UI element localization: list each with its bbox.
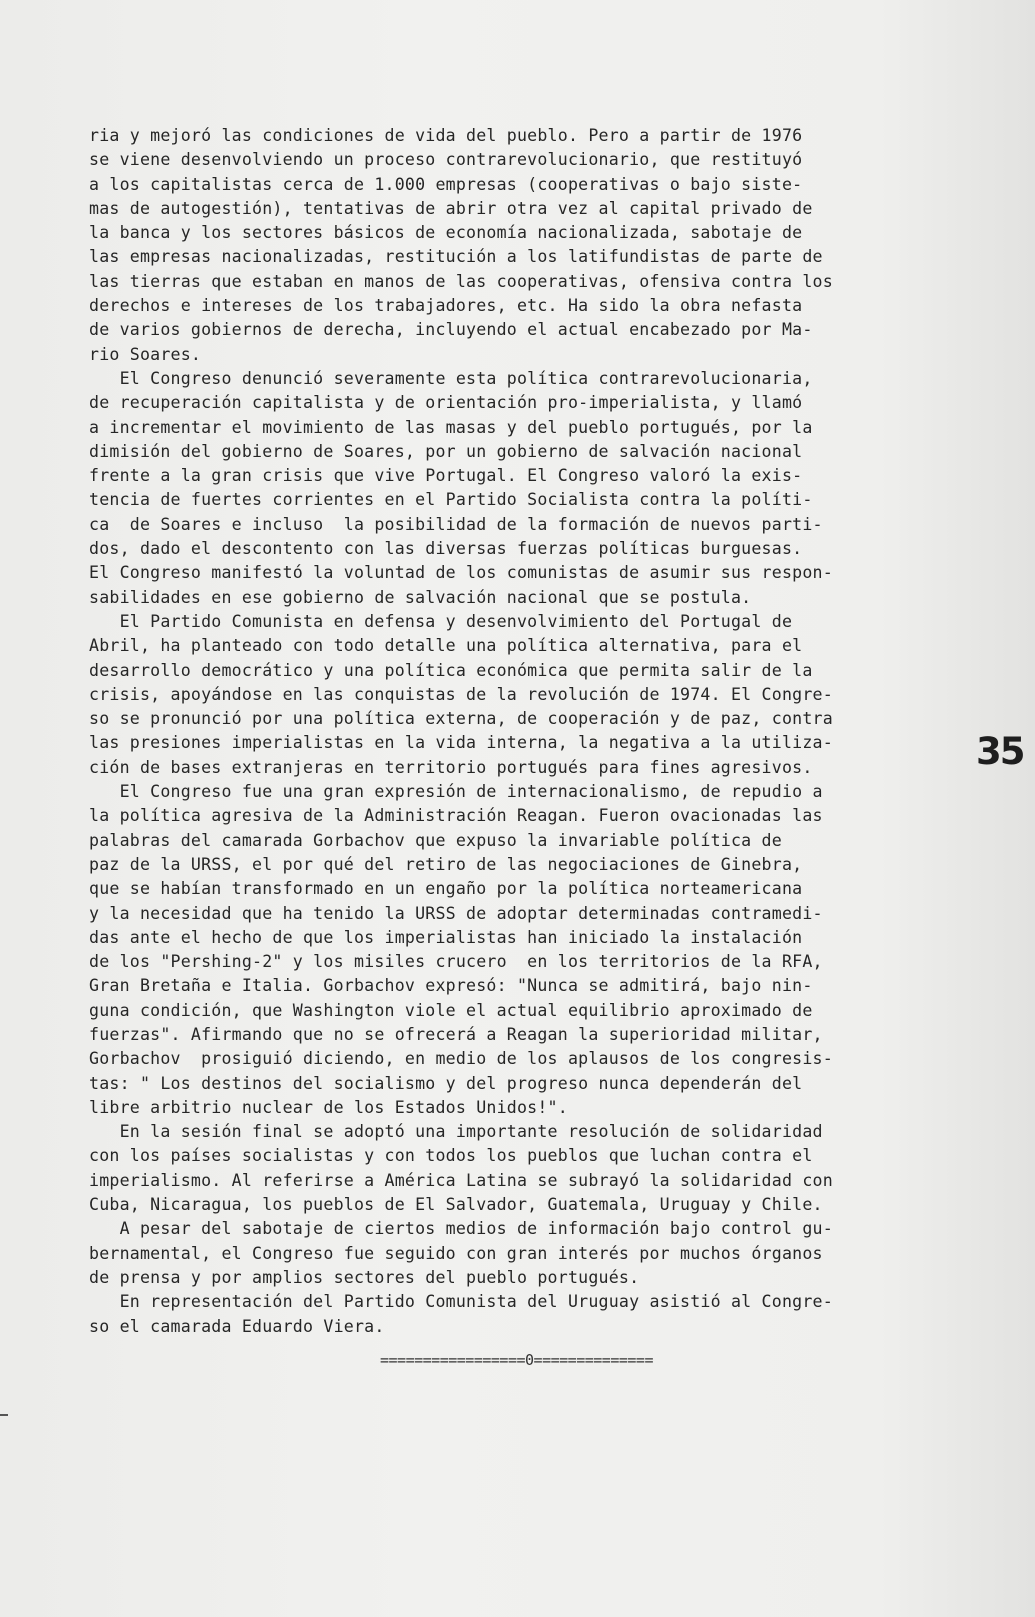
text-line: so el camarada Eduardo Viera. <box>89 1316 385 1336</box>
text-line: ca de Soares e incluso la posibilidad de la formación de nuevos parti- <box>89 514 823 534</box>
text-line: Cuba, Nicaragua, los pueblos de El Salvador, Guatemala, Uruguay y Chile. <box>89 1195 823 1215</box>
text-line: crisis, apoyándose en las conquistas de la revolución de 1974. El Congre- <box>89 684 833 704</box>
section-separator: =================0============== <box>380 1351 653 1369</box>
text-line: la política agresiva de la Administración Reagan. Fueron ovacionadas las <box>89 806 823 826</box>
text-line: guna condición, que Washington viole el actual equilibrio aproximado de <box>89 1000 813 1020</box>
text-line: libre arbitrio nuclear de los Estados Unidos!". <box>89 1097 568 1117</box>
text-line: ción de bases extranjeras en territorio portugués para fines agresivos. <box>89 757 813 777</box>
text-line: a los capitalistas cerca de 1.000 empresas (cooperativas o bajo siste- <box>89 174 803 194</box>
text-line: la banca y los sectores básicos de economía nacionalizada, sabotaje de <box>89 223 803 243</box>
text-line: se viene desenvolviendo un proceso contrarevolucionario, que restituyó <box>89 150 803 170</box>
text-line: ria y mejoró las condiciones de vida del pueblo. Pero a partir de 1976 <box>89 126 803 145</box>
text-line: de varios gobiernos de derecha, incluyendo el actual encabezado por Ma- <box>89 320 813 340</box>
text-line: sabilidades en ese gobierno de salvación nacional que se postula. <box>89 587 752 607</box>
text-line: dimisión del gobierno de Soares, por un gobierno de salvación nacional <box>89 441 803 461</box>
text-line: bernamental, el Congreso fue seguido con gran interés por muchos órganos <box>89 1243 823 1263</box>
text-line: paz de la URSS, el por qué del retiro de las negociaciones de Ginebra, <box>89 854 803 874</box>
text-line: las empresas nacionalizadas, restitución a los latifundistas de parte de <box>89 247 823 267</box>
text-line: de prensa y por amplios sectores del pueblo portugués. <box>89 1267 640 1287</box>
text-line: palabras del camarada Gorbachov que expuso la invariable política de <box>89 830 782 850</box>
margin-tick-mark <box>0 1414 8 1416</box>
text-line: de los "Pershing-2" y los misiles crucero en los territorios de la RFA, <box>89 952 823 972</box>
text-line: las presiones imperialistas en la vida interna, la negativa a la utiliza- <box>89 733 833 753</box>
text-line: El Congreso manifestó la voluntad de los comunistas de asumir sus respon- <box>89 563 833 583</box>
text-line: A pesar del sabotaje de ciertos medios de información bajo control gu- <box>89 1219 833 1239</box>
text-line: desarrollo democrático y una política económica que permita salir de la <box>89 660 813 680</box>
text-line: El Congreso fue una gran expresión de internacionalismo, de repudio a <box>89 782 823 802</box>
text-line: que se habían transformado en un engaño por la política norteamericana <box>89 879 803 899</box>
text-line: Abril, ha planteado con todo detalle una política alternativa, para el <box>89 636 803 656</box>
text-line: mas de autogestión), tentativas de abrir otra vez al capital privado de <box>89 198 813 218</box>
text-line: frente a la gran crisis que vive Portugal. El Congreso valoró la exis- <box>89 466 803 486</box>
text-line: En la sesión final se adoptó una importante resolución de solidaridad <box>89 1122 823 1142</box>
text-line: dos, dado el descontento con las diversas fuerzas políticas burguesas. <box>89 539 803 559</box>
text-line: Gorbachov prosiguió diciendo, en medio de los aplausos de los congresis- <box>89 1049 833 1069</box>
article-body <box>89 124 969 1339</box>
text-line: con los países socialistas y con todos los pueblos que luchan contra el <box>89 1146 813 1166</box>
text-line: y la necesidad que ha tenido la URSS de adoptar determinadas contramedi- <box>89 903 823 923</box>
text-line: das ante el hecho de que los imperialistas han iniciado la instalación <box>89 927 803 947</box>
text-line: las tierras que estaban en manos de las cooperativas, ofensiva contra los <box>89 271 833 291</box>
text-line: tencia de fuertes corrientes en el Partido Socialista contra la políti- <box>89 490 813 510</box>
text-line: En representación del Partido Comunista del Uruguay asistió al Congre- <box>89 1292 833 1312</box>
text-line: imperialismo. Al referirse a América Latina se subrayó la solidaridad con <box>89 1170 833 1190</box>
text-line: de recuperación capitalista y de orientación pro-imperialista, y llamó <box>89 393 803 413</box>
text-line: so se pronunció por una política externa, de cooperación y de paz, contra <box>89 709 833 729</box>
text-line: fuerzas". Afirmando que no se ofrecerá a Reagan la superioridad militar, <box>89 1024 823 1044</box>
text-line: a incrementar el movimiento de las masas y del pueblo portugués, por la <box>89 417 813 437</box>
text-line: rio Soares. <box>89 344 202 364</box>
text-line: tas: " Los destinos del socialismo y del progreso nunca dependerán del <box>89 1073 803 1093</box>
page-number: 35 <box>976 730 1024 773</box>
text-line: El Congreso denunció severamente esta política contrarevolucionaria, <box>89 368 813 388</box>
text-line: Gran Bretaña e Italia. Gorbachov expresó: "Nunca se admitirá, bajo nin- <box>89 976 813 996</box>
text-line: El Partido Comunista en defensa y desenvolvimiento del Portugal de <box>89 611 793 631</box>
text-line: derechos e intereses de los trabajadores, etc. Ha sido la obra nefasta <box>89 296 803 316</box>
